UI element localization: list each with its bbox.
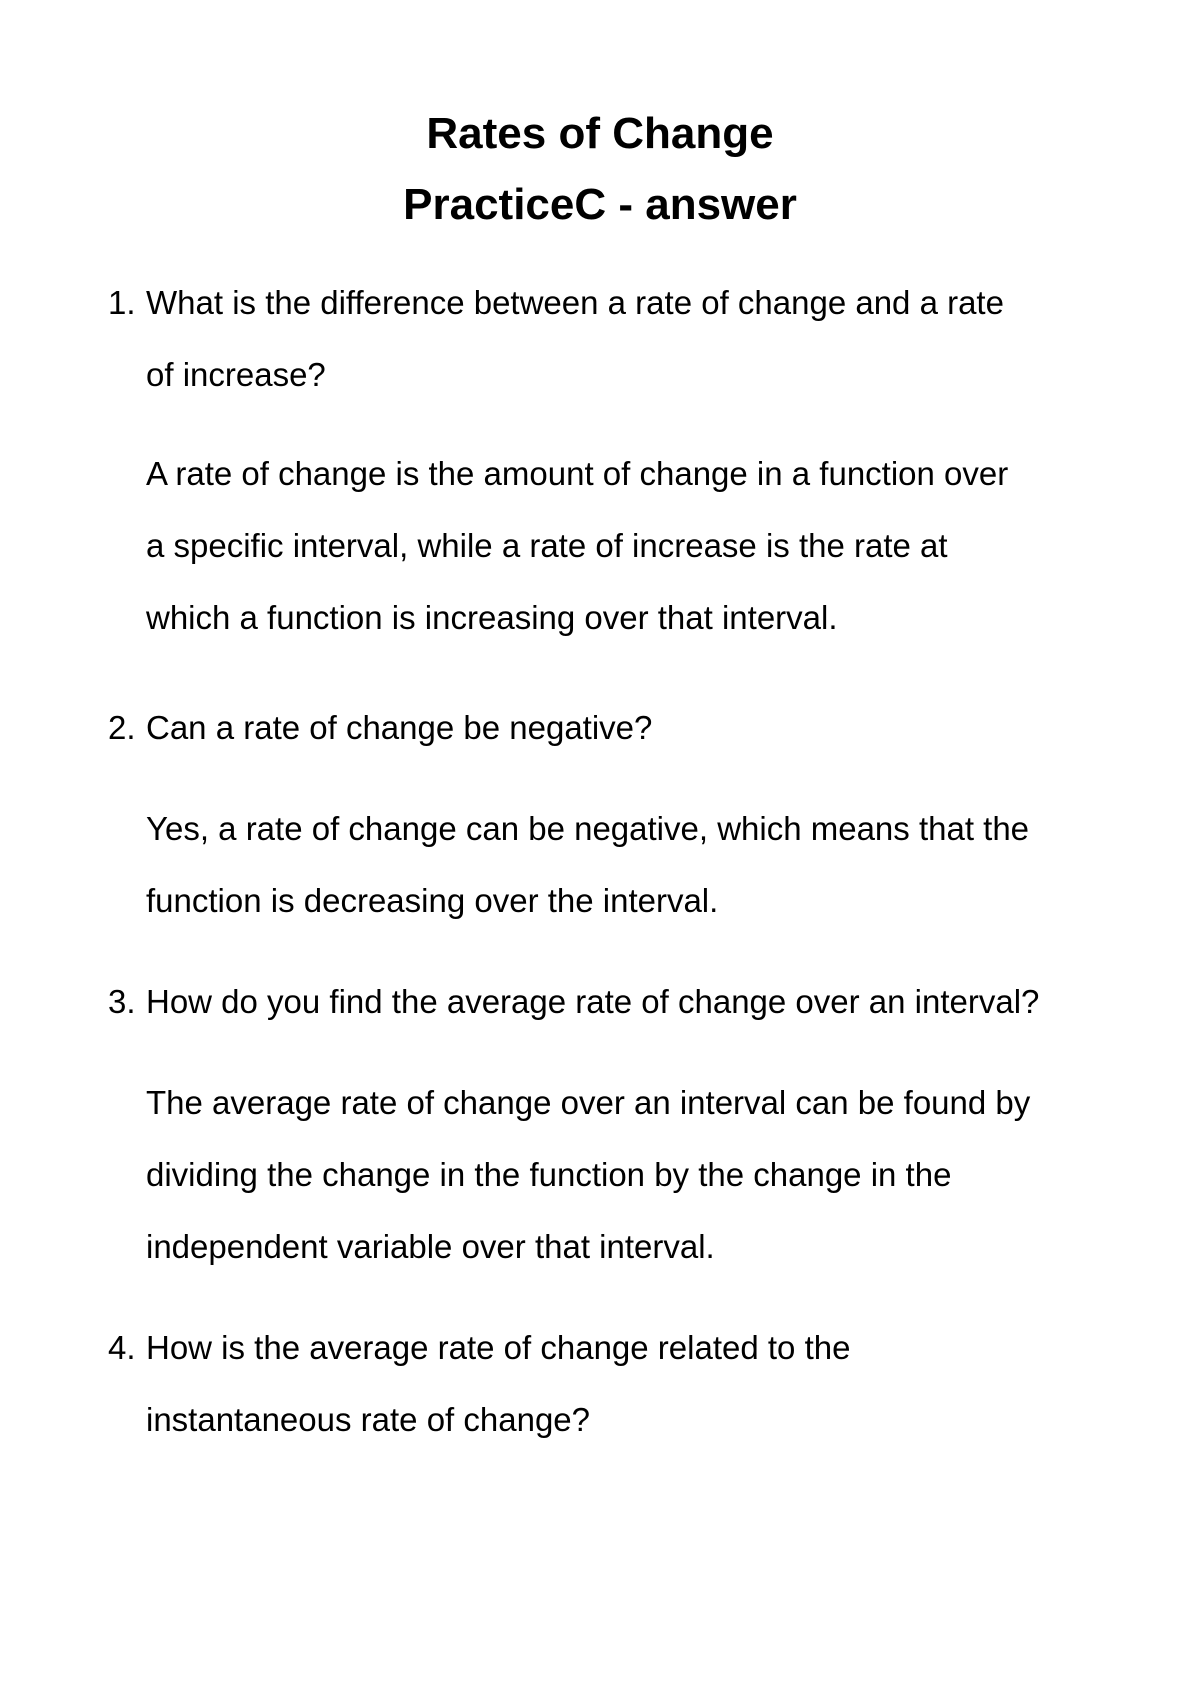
question-2 xyxy=(108,692,1168,764)
question-1 xyxy=(108,267,1168,411)
page-subtitle: PracticeC - answer xyxy=(403,180,797,229)
question-3-number: 3. xyxy=(108,983,136,1020)
question-2-text: Can a rate of change be negative? xyxy=(146,709,653,746)
question-4-number: 4. xyxy=(108,1329,136,1366)
title-block xyxy=(0,98,1200,240)
question-2-number: 2. xyxy=(108,709,136,746)
question-1-number: 1. xyxy=(108,284,136,321)
answer-1-text: A rate of change is the amount of change in a function over a specific interval, while a rate of increase is the rate at which a function is increasing over that interval. xyxy=(146,455,1009,636)
question-4-text: How is the average rate of change related to the instantaneous rate of change? xyxy=(146,1329,851,1438)
answer-2-text: Yes, a rate of change can be negative, which means that the function is decreasing over the interval. xyxy=(146,810,1030,919)
question-4 xyxy=(108,1312,1168,1456)
question-1-text: What is the difference between a rate of change and a rate of increase? xyxy=(146,284,1004,393)
page-title: Rates of Change xyxy=(426,109,774,158)
question-3-text: How do you find the average rate of change over an interval? xyxy=(146,983,1040,1020)
question-3 xyxy=(108,966,1168,1038)
answer-3-text: The average rate of change over an interval can be found by dividing the change in the function by the change in the independent variable over that interval. xyxy=(146,1084,1031,1265)
